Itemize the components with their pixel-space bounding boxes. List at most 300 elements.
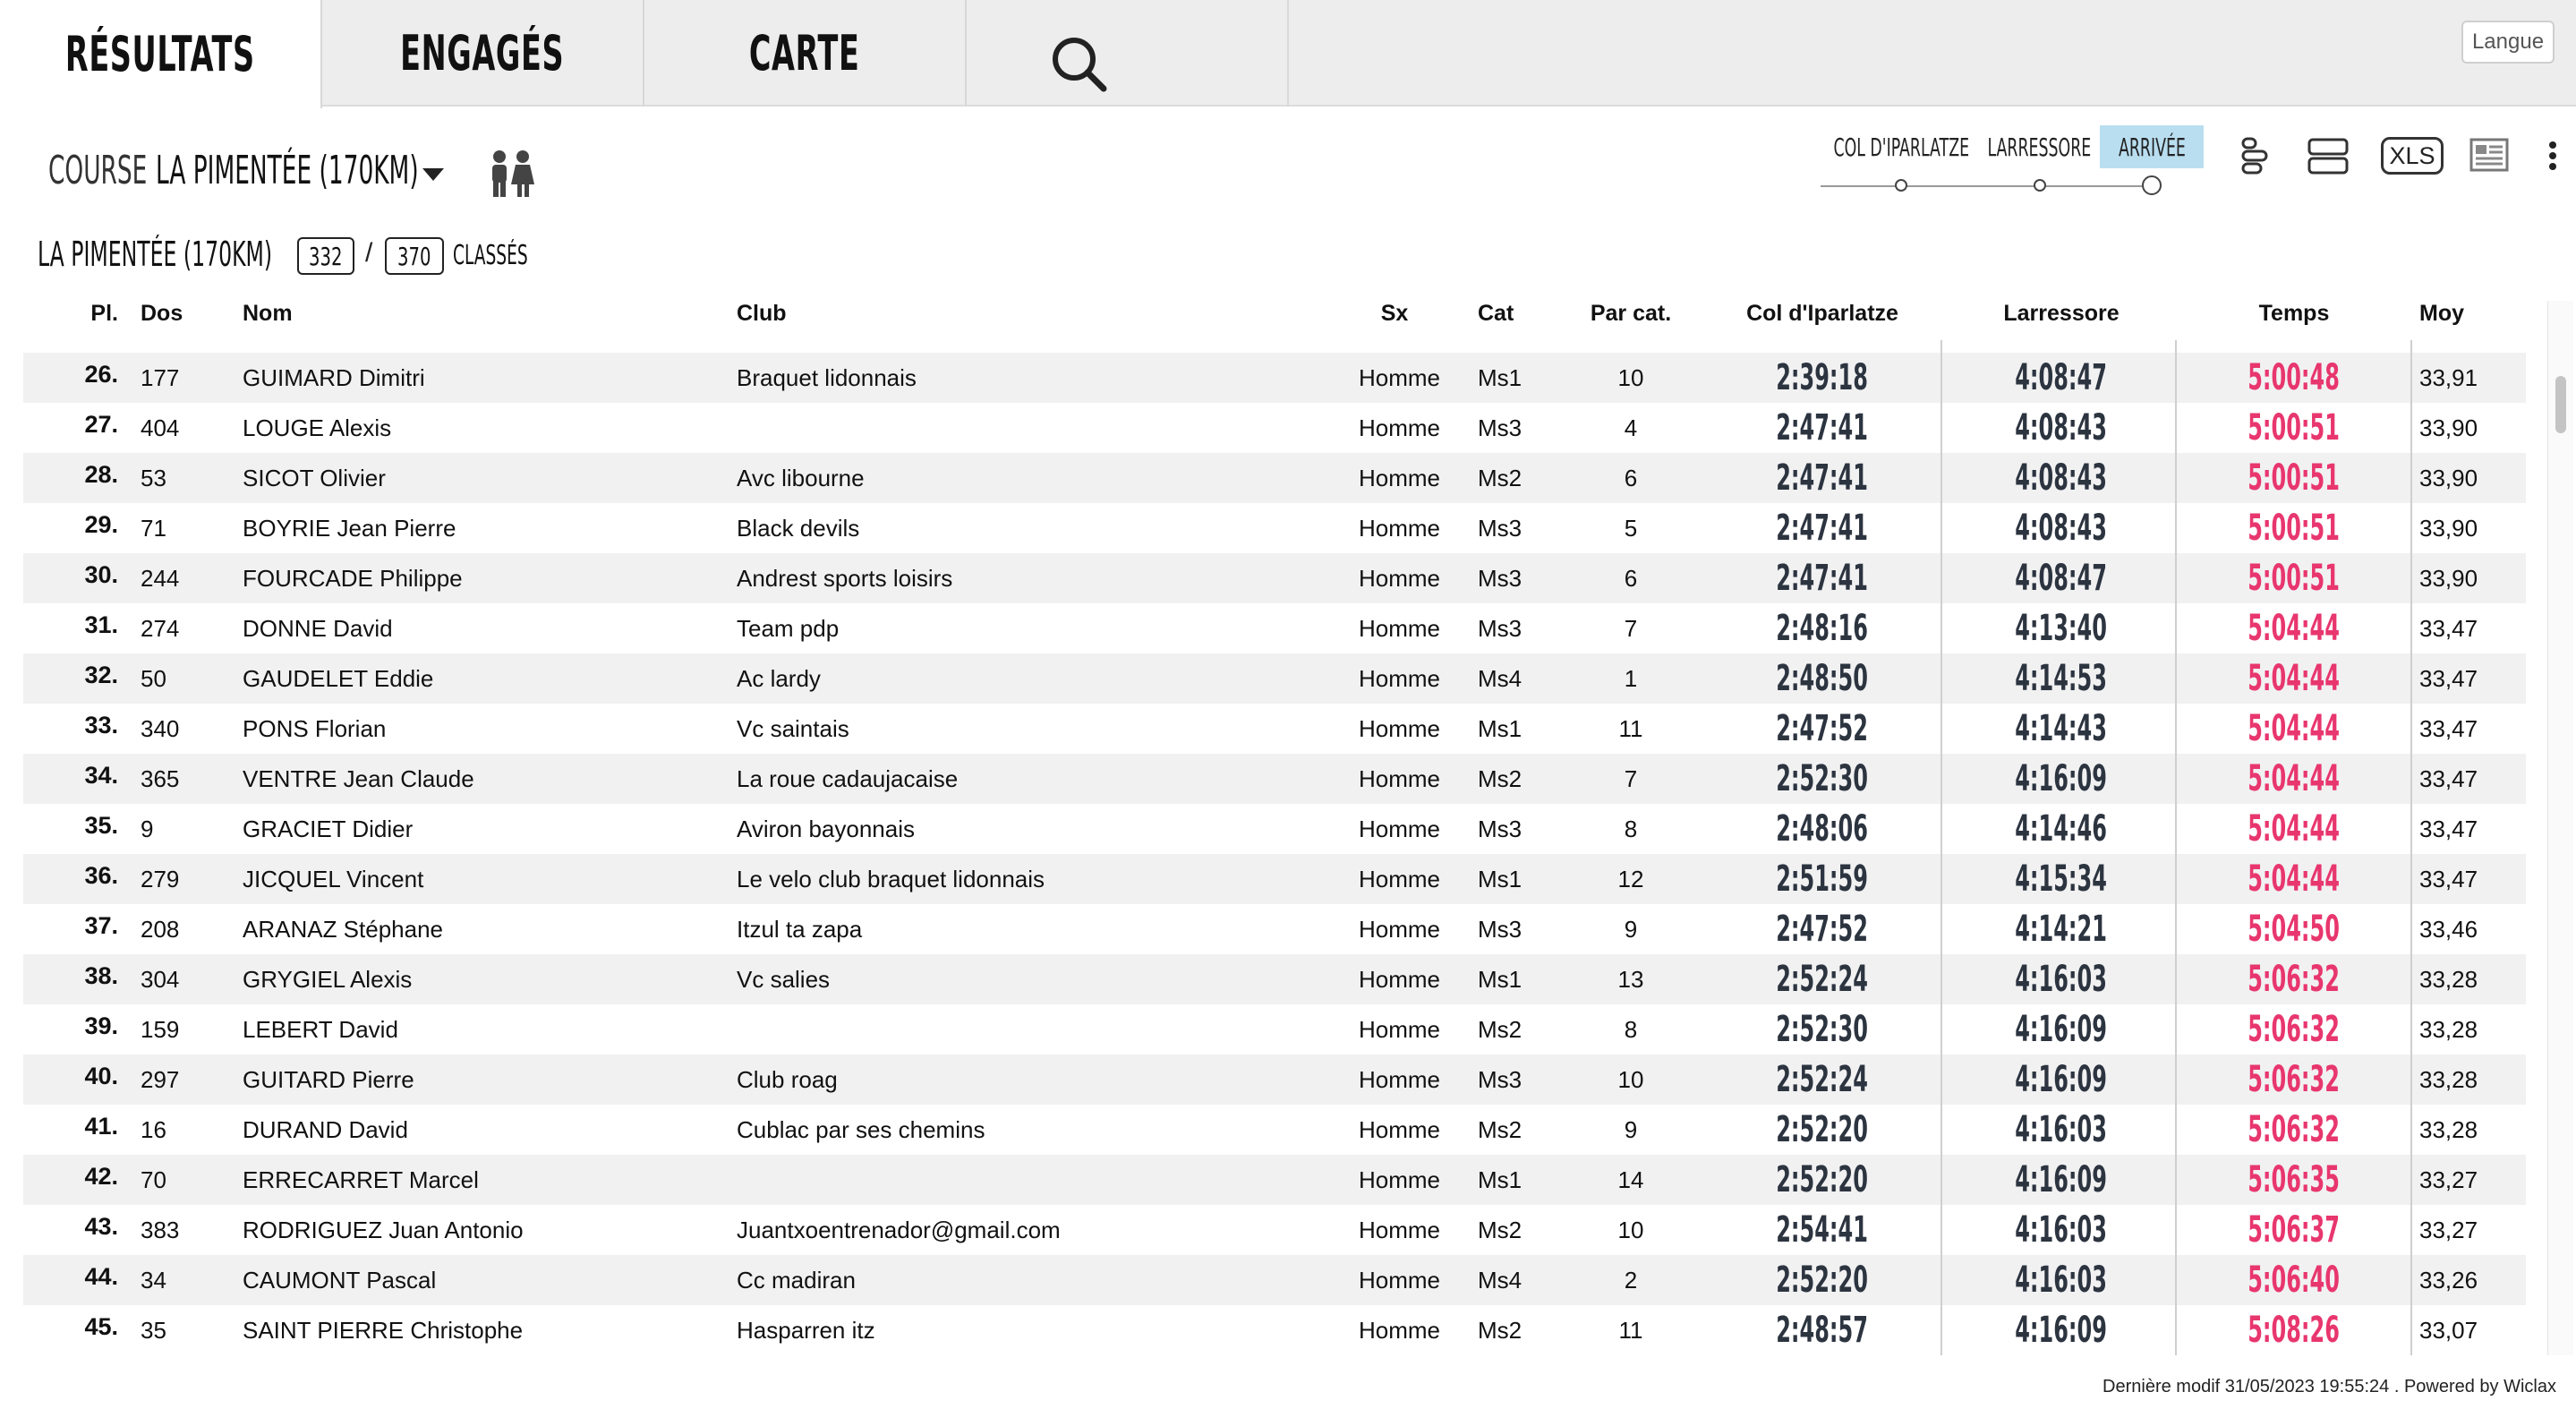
- cell-nom: GRACIET Didier: [243, 816, 414, 842]
- footer-text: Dernière modif 31/05/2023 19:55:24 . Powered by Wiclax: [2103, 1377, 2556, 1396]
- split-time: 2:47:41: [1776, 508, 1869, 549]
- cell-parcat: 5: [1624, 515, 1638, 542]
- table-row[interactable]: [23, 1305, 2526, 1355]
- split-time: 2:39:18: [1776, 357, 1869, 398]
- tab-label: RÉSULTATS: [65, 26, 255, 82]
- table-row[interactable]: [23, 453, 2526, 503]
- split-time: 2:52:24: [1776, 1059, 1869, 1100]
- split-time: 4:08:47: [2015, 357, 2108, 398]
- cell-nom: DURAND David: [243, 1116, 408, 1143]
- total-time: 5:06:37: [2248, 1209, 2341, 1251]
- cell-sx: Homme: [1359, 665, 1441, 692]
- total-time: 5:06:32: [2248, 1059, 2341, 1100]
- column-header[interactable]: Sx: [1380, 301, 1409, 326]
- cell-dos: 279: [141, 866, 180, 892]
- cell-pl: 31.: [84, 611, 118, 638]
- cell-col: [1715, 403, 1930, 453]
- cell-parcat: 10: [1617, 364, 1644, 391]
- ranked-count: [297, 237, 354, 275]
- split-time: 2:54:41: [1776, 1209, 1869, 1251]
- table-row[interactable]: [23, 603, 2526, 653]
- cell-parcat: 6: [1624, 465, 1638, 491]
- split-time: 2:47:41: [1776, 457, 1869, 499]
- column-header[interactable]: Nom: [243, 301, 293, 326]
- table-row[interactable]: [23, 754, 2526, 804]
- chevron-down-icon[interactable]: [422, 168, 444, 181]
- total-time: 5:04:44: [2248, 608, 2341, 649]
- cell-larr: [1949, 403, 2173, 453]
- cell-temps: [2202, 1305, 2386, 1355]
- search-icon[interactable]: [1047, 32, 1112, 97]
- column-header[interactable]: Moy: [2419, 301, 2464, 326]
- cell-larr: [1949, 904, 2173, 954]
- cell-sx: Homme: [1359, 414, 1441, 441]
- split-time: 2:52:20: [1776, 1159, 1869, 1200]
- cell-sx: Homme: [1359, 1066, 1441, 1093]
- cell-larr: [1949, 453, 2173, 503]
- checkpoint-label: ARRIVÉE: [2118, 132, 2186, 162]
- cell-larr: [1949, 854, 2173, 904]
- cell-moy: 33,47: [2419, 615, 2478, 642]
- cell-pl: 28.: [84, 461, 118, 488]
- split-time: 2:51:59: [1776, 858, 1869, 900]
- cell-dos: 35: [141, 1317, 166, 1344]
- cell-club: Club roag: [737, 1066, 838, 1093]
- total-time: 5:08:26: [2248, 1310, 2341, 1351]
- cell-moy: 33,47: [2419, 866, 2478, 892]
- cell-dos: 304: [141, 966, 180, 993]
- cell-sx: Homme: [1359, 515, 1441, 542]
- cell-cat: Ms2: [1478, 1217, 1523, 1243]
- cell-temps: [2202, 653, 2386, 704]
- cell-parcat: 6: [1624, 565, 1638, 592]
- cell-cat: Ms2: [1478, 465, 1523, 491]
- split-time: 2:47:41: [1776, 407, 1869, 448]
- ranked-suffix: CLASSÉS: [453, 240, 528, 271]
- table-row[interactable]: [23, 704, 2526, 754]
- cell-parcat: 2: [1624, 1267, 1638, 1294]
- cell-parcat: 7: [1624, 765, 1638, 792]
- cell-cat: Ms3: [1478, 816, 1523, 842]
- cell-nom: SICOT Olivier: [243, 465, 386, 491]
- table-scrollbar[interactable]: [2547, 301, 2573, 1355]
- checkpoint-arrivee[interactable]: [2100, 125, 2204, 168]
- cell-sx: Homme: [1359, 1267, 1441, 1294]
- cell-parcat: 10: [1617, 1066, 1644, 1093]
- cell-dos: 34: [141, 1267, 166, 1294]
- tab-engages[interactable]: [322, 0, 644, 107]
- cell-pl: 43.: [84, 1213, 118, 1240]
- cell-dos: 16: [141, 1116, 166, 1143]
- cell-larr: [1949, 553, 2173, 603]
- table-row[interactable]: [23, 353, 2526, 403]
- split-time: 2:52:20: [1776, 1260, 1869, 1301]
- cell-nom: FOURCADE Philippe: [243, 565, 463, 592]
- cell-parcat: 11: [1618, 715, 1643, 742]
- column-divider: [2410, 340, 2412, 1355]
- cell-temps: [2202, 603, 2386, 653]
- cell-cat: Ms4: [1478, 1267, 1523, 1294]
- tab-search[interactable]: [967, 0, 1289, 107]
- split-time: 4:14:43: [2015, 708, 2108, 749]
- cell-temps: [2202, 403, 2386, 453]
- cell-dos: 50: [141, 665, 166, 692]
- cell-cat: Ms3: [1478, 1066, 1523, 1093]
- cell-nom: RODRIGUEZ Juan Antonio: [243, 1217, 524, 1243]
- more-menu-icon[interactable]: [2542, 134, 2563, 177]
- split-time: 4:14:53: [2015, 658, 2108, 699]
- tab-label: CARTE: [749, 25, 860, 81]
- table-row[interactable]: [23, 1055, 2526, 1105]
- cell-club: Vc salies: [737, 966, 831, 993]
- cell-nom: GUIMARD Dimitri: [243, 364, 425, 391]
- column-header[interactable]: Larressore: [2003, 301, 2120, 326]
- cell-larr: [1949, 603, 2173, 653]
- total-time: 5:04:44: [2248, 658, 2341, 699]
- cell-pl: 37.: [84, 912, 118, 939]
- checkpoint-col-iparlatze[interactable]: [1830, 125, 1973, 168]
- checkpoint-dot-active[interactable]: [2142, 175, 2162, 195]
- cell-col: [1715, 1205, 1930, 1255]
- cell-club: Black devils: [737, 515, 860, 542]
- cell-pl: 27.: [84, 411, 118, 438]
- cell-temps: [2202, 804, 2386, 854]
- cell-dos: 340: [141, 715, 180, 742]
- cell-cat: Ms1: [1478, 966, 1523, 993]
- cell-club: Hasparren itz: [737, 1317, 875, 1344]
- cell-cat: Ms4: [1478, 665, 1523, 692]
- cell-pl: 38.: [84, 962, 118, 989]
- ranked-value: 332: [309, 241, 343, 271]
- cell-cat: Ms1: [1478, 364, 1523, 391]
- cell-col: [1715, 704, 1930, 754]
- cell-pl: 42.: [84, 1163, 118, 1190]
- cell-club: La roue cadaujacaise: [737, 765, 959, 792]
- table-row[interactable]: [23, 653, 2526, 704]
- cell-col: [1715, 653, 1930, 704]
- cell-col: [1715, 1105, 1930, 1155]
- total-time: 5:06:40: [2248, 1260, 2341, 1301]
- cell-temps: [2202, 1255, 2386, 1305]
- total-time: 5:06:32: [2248, 959, 2341, 1000]
- cell-pl: 35.: [84, 812, 118, 839]
- table-row[interactable]: [23, 1105, 2526, 1155]
- table-row[interactable]: [23, 804, 2526, 854]
- cell-temps: [2202, 704, 2386, 754]
- table-row[interactable]: [23, 1205, 2526, 1255]
- cell-pl: 34.: [84, 762, 118, 789]
- split-time: 4:16:09: [2015, 758, 2108, 799]
- total-time: 5:04:50: [2248, 909, 2341, 950]
- cell-nom: LOUGE Alexis: [243, 414, 392, 441]
- cell-temps: [2202, 754, 2386, 804]
- split-time: 4:16:09: [2015, 1310, 2108, 1351]
- cell-dos: 9: [141, 816, 154, 842]
- table-row[interactable]: [23, 954, 2526, 1004]
- split-time: 4:16:09: [2015, 1009, 2108, 1050]
- table-row[interactable]: [23, 1004, 2526, 1055]
- cell-nom: VENTRE Jean Claude: [243, 765, 474, 792]
- cell-moy: 33,90: [2419, 465, 2478, 491]
- cell-temps: [2202, 1105, 2386, 1155]
- cell-larr: [1949, 1155, 2173, 1205]
- split-time: 2:52:20: [1776, 1109, 1869, 1150]
- cell-temps: [2202, 1055, 2386, 1105]
- cell-cat: Ms1: [1478, 1166, 1523, 1193]
- cell-cat: Ms3: [1478, 414, 1523, 441]
- cell-cat: Ms3: [1478, 565, 1523, 592]
- table-row[interactable]: [23, 854, 2526, 904]
- cell-dos: 208: [141, 916, 180, 943]
- checkpoint-label: COL D'IPARLATZE: [1833, 132, 1969, 162]
- cell-moy: 33,07: [2419, 1317, 2478, 1344]
- split-time: 2:52:24: [1776, 959, 1869, 1000]
- cell-nom: CAUMONT Pascal: [243, 1267, 437, 1294]
- total-time: 5:00:51: [2248, 508, 2341, 549]
- race-title: LA PIMENTÉE (170KM): [38, 235, 273, 274]
- cell-moy: 33,47: [2419, 816, 2478, 842]
- cell-sx: Homme: [1359, 1317, 1441, 1344]
- cell-club: Vc saintais: [737, 715, 849, 742]
- total-count: [385, 237, 444, 275]
- language-button[interactable]: Langue: [2461, 21, 2555, 64]
- cell-col: [1715, 1055, 1930, 1105]
- cell-sx: Homme: [1359, 615, 1441, 642]
- cell-moy: 33,90: [2419, 515, 2478, 542]
- cell-pl: 45.: [84, 1313, 118, 1340]
- total-value: 370: [397, 241, 431, 271]
- cell-club: Ac lardy: [737, 665, 821, 692]
- cell-nom: ERRECARRET Marcel: [243, 1166, 479, 1193]
- cell-parcat: 7: [1624, 615, 1638, 642]
- compact-view-icon[interactable]: [2306, 134, 2350, 177]
- print-view-icon[interactable]: [2469, 134, 2510, 177]
- cell-parcat: 1: [1624, 665, 1638, 692]
- split-time: 4:16:03: [2015, 1109, 2108, 1150]
- column-divider: [1941, 340, 1942, 1355]
- table-row[interactable]: [23, 503, 2526, 553]
- cell-dos: 274: [141, 615, 180, 642]
- split-time: 4:08:43: [2015, 508, 2108, 549]
- cell-col: [1715, 453, 1930, 503]
- column-header[interactable]: Temps: [2258, 301, 2330, 326]
- split-time: 2:52:30: [1776, 758, 1869, 799]
- cell-sx: Homme: [1359, 816, 1441, 842]
- split-time: 4:08:43: [2015, 407, 2108, 448]
- cell-pl: 44.: [84, 1263, 118, 1290]
- cell-col: [1715, 1155, 1930, 1205]
- cell-dos: 383: [141, 1217, 180, 1243]
- cell-larr: [1949, 1305, 2173, 1355]
- cell-parcat: 8: [1624, 816, 1638, 842]
- cell-sx: Homme: [1359, 715, 1441, 742]
- cell-col: [1715, 904, 1930, 954]
- cell-larr: [1949, 954, 2173, 1004]
- table-row[interactable]: [23, 1255, 2526, 1305]
- top-navigation: [0, 0, 2576, 107]
- cell-temps: [2202, 353, 2386, 403]
- cell-dos: 244: [141, 565, 180, 592]
- cell-col: [1715, 603, 1930, 653]
- cell-pl: 29.: [84, 511, 118, 538]
- cell-sx: Homme: [1359, 916, 1441, 943]
- cell-club: Aviron bayonnais: [737, 816, 915, 842]
- total-time: 5:04:44: [2248, 808, 2341, 850]
- cell-col: [1715, 754, 1930, 804]
- cell-dos: 71: [141, 515, 166, 542]
- tab-resultats[interactable]: [0, 0, 322, 108]
- cell-nom: PONS Florian: [243, 715, 387, 742]
- column-header[interactable]: Cat: [1478, 301, 1514, 326]
- tab-carte[interactable]: [644, 0, 967, 107]
- cell-larr: [1949, 1255, 2173, 1305]
- cell-club: Cublac par ses chemins: [737, 1116, 985, 1143]
- cell-moy: 33,27: [2419, 1217, 2478, 1243]
- cell-sx: Homme: [1359, 1166, 1441, 1193]
- table-row[interactable]: [23, 403, 2526, 453]
- course-select[interactable]: LA PIMENTÉE (170KM): [156, 148, 419, 193]
- cell-nom: GUITARD Pierre: [243, 1066, 414, 1093]
- checkpoint-dot[interactable]: [1895, 179, 1907, 192]
- cell-larr: [1949, 1055, 2173, 1105]
- cell-moy: 33,47: [2419, 765, 2478, 792]
- cell-club: Cc madiran: [737, 1267, 856, 1294]
- cell-pl: 32.: [84, 662, 118, 688]
- cell-moy: 33,90: [2419, 414, 2478, 441]
- cell-col: [1715, 954, 1930, 1004]
- total-time: 5:00:48: [2248, 357, 2341, 398]
- cell-temps: [2202, 1155, 2386, 1205]
- cell-larr: [1949, 653, 2173, 704]
- cell-cat: Ms2: [1478, 1116, 1523, 1143]
- table-row[interactable]: [23, 1155, 2526, 1205]
- cell-parcat: 12: [1617, 866, 1644, 892]
- cell-larr: [1949, 1205, 2173, 1255]
- split-time: 4:16:09: [2015, 1059, 2108, 1100]
- column-header[interactable]: Dos: [141, 301, 183, 326]
- cell-sx: Homme: [1359, 1016, 1441, 1043]
- cell-club: Juantxoentrenador@gmail.com: [737, 1217, 1061, 1243]
- cell-moy: 33,28: [2419, 1066, 2478, 1093]
- cell-club: Team pdp: [737, 615, 840, 642]
- split-time: 4:08:47: [2015, 558, 2108, 599]
- cell-sx: Homme: [1359, 966, 1441, 993]
- cell-nom: LEBERT David: [243, 1016, 398, 1043]
- cell-cat: Ms3: [1478, 515, 1523, 542]
- cell-parcat: 9: [1624, 916, 1638, 943]
- cell-sx: Homme: [1359, 765, 1441, 792]
- cell-club: Andrest sports loisirs: [737, 565, 953, 592]
- cell-dos: 365: [141, 765, 180, 792]
- cell-nom: JICQUEL Vincent: [243, 866, 424, 892]
- total-time: 5:04:44: [2248, 708, 2341, 749]
- split-view-icon[interactable]: [2238, 134, 2273, 177]
- split-time: 4:08:43: [2015, 457, 2108, 499]
- cell-dos: 177: [141, 364, 180, 391]
- cell-temps: [2202, 503, 2386, 553]
- total-time: 5:04:44: [2248, 758, 2341, 799]
- cell-col: [1715, 1305, 1930, 1355]
- split-time: 2:52:30: [1776, 1009, 1869, 1050]
- cell-dos: 53: [141, 465, 166, 491]
- split-time: 2:48:16: [1776, 608, 1869, 649]
- total-time: 5:06:35: [2248, 1159, 2341, 1200]
- cell-nom: GAUDELET Eddie: [243, 665, 434, 692]
- cell-parcat: 8: [1624, 1016, 1638, 1043]
- cell-club: Braquet lidonnais: [737, 364, 917, 391]
- cell-sx: Homme: [1359, 1217, 1441, 1243]
- results-table-body: [23, 353, 2526, 1355]
- cell-sx: Homme: [1359, 1116, 1441, 1143]
- cell-nom: DONNE David: [243, 615, 393, 642]
- cell-larr: [1949, 353, 2173, 403]
- total-time: 5:06:32: [2248, 1009, 2341, 1050]
- total-time: 5:00:51: [2248, 457, 2341, 499]
- split-time: 2:47:52: [1776, 708, 1869, 749]
- cell-col: [1715, 553, 1930, 603]
- cell-cat: Ms2: [1478, 1317, 1523, 1344]
- cell-sx: Homme: [1359, 364, 1441, 391]
- xls-export-button[interactable]: XLS: [2381, 137, 2444, 175]
- column-header[interactable]: Pl.: [90, 301, 118, 326]
- cell-moy: 33,26: [2419, 1267, 2478, 1294]
- cell-club: Avc libourne: [737, 465, 865, 491]
- cell-dos: 70: [141, 1166, 166, 1193]
- cell-cat: Ms3: [1478, 916, 1523, 943]
- split-time: 2:48:57: [1776, 1310, 1869, 1351]
- cell-col: [1715, 353, 1930, 403]
- cell-col: [1715, 503, 1930, 553]
- cell-pl: 41.: [84, 1113, 118, 1140]
- cell-pl: 30.: [84, 561, 118, 588]
- cell-pl: 36.: [84, 862, 118, 889]
- cell-dos: 159: [141, 1016, 180, 1043]
- cell-larr: [1949, 704, 2173, 754]
- cell-larr: [1949, 754, 2173, 804]
- total-time: 5:06:32: [2248, 1109, 2341, 1150]
- cell-club: Le velo club braquet lidonnais: [737, 866, 1045, 892]
- total-time: 5:00:51: [2248, 407, 2341, 448]
- cell-col: [1715, 804, 1930, 854]
- table-row[interactable]: [23, 553, 2526, 603]
- cell-temps: [2202, 904, 2386, 954]
- cell-moy: 33,47: [2419, 665, 2478, 692]
- column-header[interactable]: Club: [737, 301, 787, 326]
- split-time: 2:48:06: [1776, 808, 1869, 850]
- checkpoint-track: [1821, 185, 2161, 187]
- gender-filter-icon[interactable]: [483, 149, 539, 199]
- cell-pl: 39.: [84, 1012, 118, 1039]
- cell-temps: [2202, 553, 2386, 603]
- split-time: 2:47:52: [1776, 909, 1869, 950]
- cell-temps: [2202, 954, 2386, 1004]
- cell-temps: [2202, 1004, 2386, 1055]
- total-time: 5:00:51: [2248, 558, 2341, 599]
- column-header[interactable]: Par cat.: [1590, 301, 1672, 326]
- split-time: 4:16:09: [2015, 1159, 2108, 1200]
- cell-cat: Ms3: [1478, 615, 1523, 642]
- checkpoint-dot[interactable]: [2034, 179, 2046, 192]
- table-row[interactable]: [23, 904, 2526, 954]
- cell-col: [1715, 1004, 1930, 1055]
- cell-temps: [2202, 854, 2386, 904]
- cell-temps: [2202, 453, 2386, 503]
- checkpoint-larressore[interactable]: [1978, 125, 2100, 168]
- column-header[interactable]: Col d'Iparlatze: [1746, 301, 1898, 326]
- cell-parcat: 9: [1624, 1116, 1638, 1143]
- scrollbar-thumb[interactable]: [2555, 376, 2566, 433]
- cell-moy: 33,28: [2419, 1116, 2478, 1143]
